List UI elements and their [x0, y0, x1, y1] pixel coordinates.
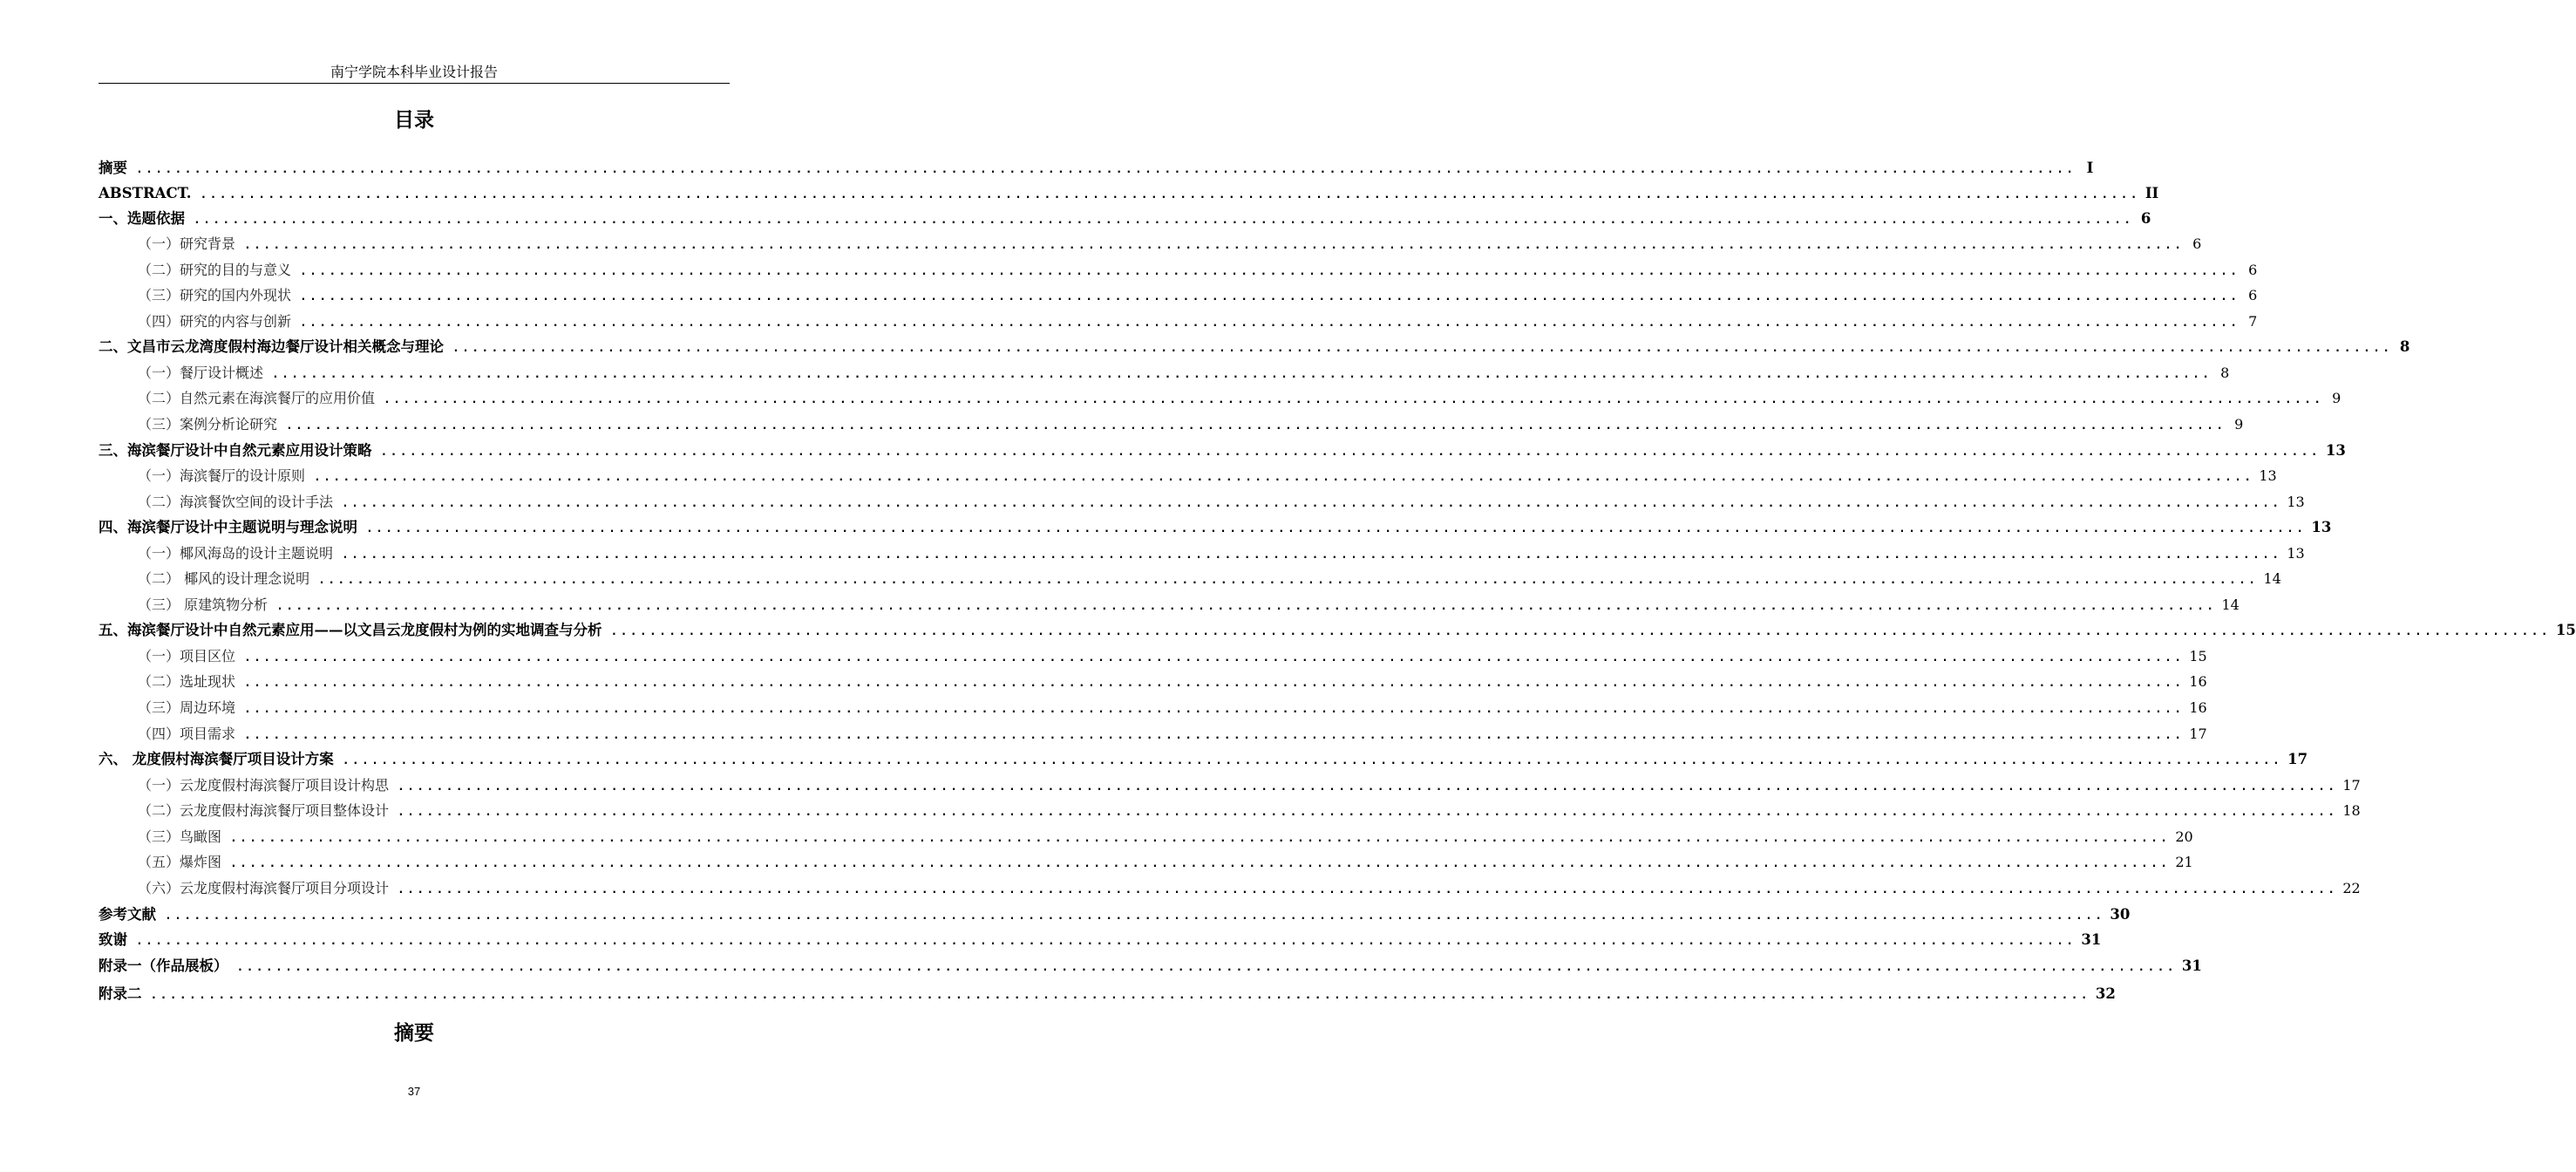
- toc-dot-leader: ........................................................................................................................................................................................................: [380, 446, 2321, 459]
- toc-entry[interactable]: [99, 879, 2361, 898]
- toc-entry-page: 7: [2248, 313, 2258, 330]
- toc-entry[interactable]: [99, 828, 2193, 847]
- toc-entry-page: 13: [2311, 519, 2332, 535]
- toc-entry-label: （五）爆炸图: [138, 854, 222, 870]
- toc-entry-label: （六）云龙度假村海滨餐厅项目分项设计: [138, 880, 390, 896]
- toc-entry-page: 6: [2248, 262, 2258, 278]
- toc-entry-label: （三）案例分析论研究: [138, 416, 278, 433]
- toc-entry-page: II: [2144, 185, 2159, 201]
- toc-entry-label: 附录一（作品展板）: [99, 957, 228, 974]
- toc-entry[interactable]: [99, 647, 2207, 666]
- toc-entry-label: 附录二: [99, 985, 142, 1002]
- toc-dot-leader: ........................................................................................................................................................................................................: [300, 290, 2240, 303]
- toc-entry-page: 8: [2399, 338, 2410, 355]
- toc-entry[interactable]: [99, 985, 2116, 1004]
- toc-dot-leader: ........................................................................................................................................................................................................: [398, 883, 2338, 896]
- toc-entry[interactable]: [99, 467, 2277, 486]
- toc-entry[interactable]: [99, 518, 2332, 537]
- toc-entry-label: 五、海滨餐厅设计中自然元素应用——以文昌云龙度假村为例的实地调查与分析: [99, 622, 602, 638]
- toc-entry-page: 6: [2140, 210, 2151, 227]
- toc-entry-page: 31: [2181, 957, 2202, 974]
- toc-dot-leader: ........................................................................................................................................................................................................: [165, 910, 2105, 923]
- toc-dot-leader: ........................................................................................................................................................................................................: [610, 625, 2551, 638]
- toc-entry-label: （四）研究的内容与创新: [138, 313, 292, 330]
- toc-entry[interactable]: [99, 698, 2207, 718]
- toc-entry-label: （三）研究的国内外现状: [138, 287, 292, 303]
- toc-entry-label: （四）项目需求: [138, 726, 236, 742]
- toc-entry-label: 参考文献: [99, 906, 156, 923]
- toc-dot-leader: ........................................................................................................................................................................................................: [272, 368, 2212, 381]
- toc-entry-label: 摘要: [99, 160, 127, 176]
- toc-dot-leader: ........................................................................................................................................................................................................: [236, 961, 2177, 974]
- toc-entry-page: 16: [2189, 699, 2207, 716]
- toc-dot-leader: ........................................................................................................................................................................................................: [398, 780, 2338, 794]
- toc-entry-page: 8: [2220, 365, 2230, 381]
- toc-entry[interactable]: [99, 930, 2102, 950]
- toc-entry-page: 31: [2081, 931, 2102, 948]
- running-header: 南宁学院本科毕业设计报告: [330, 64, 498, 80]
- toc-entry-label: 一、选题依据: [99, 210, 185, 227]
- toc-entry[interactable]: [99, 801, 2361, 821]
- toc-entry[interactable]: [99, 364, 2230, 383]
- toc-entry-page: 6: [2248, 287, 2258, 303]
- toc-dot-leader: ........................................................................................................................................................................................................: [452, 342, 2393, 355]
- toc-dot-leader: ........................................................................................................................................................................................................: [342, 754, 2283, 767]
- toc-dot-leader: ........................................................................................................................................................................................................: [244, 651, 2185, 664]
- toc-entry-label: （一）海滨餐厅的设计原则: [138, 467, 306, 484]
- toc-entry-page: 20: [2175, 828, 2193, 845]
- toc-entry-page: 15: [2189, 648, 2207, 664]
- toc-entry-page: 6: [2192, 235, 2202, 252]
- toc-entry[interactable]: [99, 621, 2576, 640]
- toc-entry-page: 14: [2221, 596, 2240, 613]
- toc-dot-leader: ........................................................................................................................................................................................................: [150, 989, 2090, 1002]
- toc-entry-page: 17: [2189, 726, 2207, 742]
- toc-entry-label: （二）研究的目的与意义: [138, 262, 292, 278]
- toc-dot-leader: ........................................................................................................................................................................................................: [342, 549, 2282, 562]
- toc-title: 目录: [394, 108, 434, 132]
- toc-entry[interactable]: [99, 441, 2346, 460]
- toc-entry-label: （一）项目区位: [138, 648, 236, 664]
- toc-entry-label: （二） 椰风的设计理念说明: [138, 570, 310, 587]
- toc-dot-leader: ........................................................................................................................................................................................................: [200, 188, 2140, 201]
- toc-dot-leader: ........................................................................................................................................................................................................: [398, 806, 2338, 819]
- toc-entry[interactable]: [99, 725, 2207, 744]
- toc-dot-leader: ........................................................................................................................................................................................................: [314, 471, 2254, 484]
- toc-dot-leader: ........................................................................................................................................................................................................: [300, 317, 2240, 330]
- toc-entry-page: 18: [2342, 802, 2361, 819]
- toc-entry[interactable]: [99, 544, 2305, 563]
- toc-dot-leader: ........................................................................................................................................................................................................: [244, 703, 2185, 716]
- toc-entry[interactable]: [99, 905, 2131, 924]
- toc-entry[interactable]: [99, 957, 2202, 976]
- toc-entry-label: 二、文昌市云龙湾度假村海边餐厅设计相关概念与理论: [99, 338, 444, 355]
- toc-entry-label: （一）研究背景: [138, 235, 236, 252]
- toc-entry[interactable]: [99, 569, 2281, 589]
- toc-dot-leader: ........................................................................................................................................................................................................: [230, 832, 2171, 845]
- toc-dot-leader: ........................................................................................................................................................................................................: [318, 574, 2259, 587]
- toc-entry[interactable]: [99, 493, 2305, 512]
- toc-entry-page: 22: [2342, 880, 2361, 896]
- toc-dot-leader: ........................................................................................................................................................................................................: [136, 163, 2076, 176]
- toc-entry[interactable]: [99, 415, 2244, 434]
- toc-entry[interactable]: [99, 312, 2258, 331]
- toc-entry[interactable]: [99, 286, 2258, 305]
- toc-entry-page: 21: [2175, 854, 2193, 870]
- toc-dot-leader: ........................................................................................................................................................................................................: [366, 522, 2307, 535]
- toc-entry-page: 16: [2189, 673, 2207, 690]
- toc-dot-leader: ........................................................................................................................................................................................................: [194, 214, 2134, 227]
- toc-entry-page: 9: [2332, 390, 2342, 406]
- toc-entry-label: 六、 龙度假村海滨餐厅项目设计方案: [99, 751, 334, 767]
- toc-entry-page: 14: [2263, 570, 2281, 587]
- toc-entry[interactable]: [99, 776, 2361, 795]
- toc-entry-label: （二）云龙度假村海滨餐厅项目整体设计: [138, 802, 390, 819]
- toc-entry[interactable]: [99, 337, 2410, 357]
- toc-entry-label: 致谢: [99, 931, 127, 948]
- toc-entry-label: （三）鸟瞰图: [138, 828, 222, 845]
- toc-entry-page: 15: [2555, 622, 2576, 638]
- toc-entry[interactable]: [99, 672, 2207, 692]
- toc-dot-leader: ........................................................................................................................................................................................................: [244, 239, 2185, 252]
- toc-dot-leader: ........................................................................................................................................................................................................: [230, 857, 2171, 870]
- toc-entry-label: ABSTRACT.: [99, 185, 192, 201]
- page-number: 37: [407, 1085, 421, 1098]
- toc-entry-page: 13: [2325, 442, 2346, 459]
- toc-entry-page: 13: [2259, 467, 2277, 484]
- toc-entry-page: I: [2086, 160, 2094, 176]
- toc-entry-page: 9: [2234, 416, 2244, 433]
- toc-dot-leader: ........................................................................................................................................................................................................: [136, 935, 2076, 948]
- toc-entry-label: （三）周边环境: [138, 699, 236, 716]
- toc-entry-page: 17: [2342, 777, 2361, 794]
- toc-entry[interactable]: [99, 853, 2193, 872]
- header-rule: [99, 83, 730, 84]
- toc-entry-label: （二）海滨餐饮空间的设计手法: [138, 494, 334, 510]
- toc-entry[interactable]: [99, 184, 2159, 203]
- toc-entry-page: 32: [2095, 985, 2116, 1002]
- toc-entry-label: （一）椰风海岛的设计主题说明: [138, 545, 334, 562]
- abstract-heading: 摘要: [394, 1021, 434, 1045]
- toc-dot-leader: ........................................................................................................................................................................................................: [244, 677, 2185, 690]
- toc-entry-page: 13: [2287, 494, 2305, 510]
- toc-entry-label: 四、海滨餐厅设计中主题说明与理念说明: [99, 519, 357, 535]
- toc-entry[interactable]: [99, 159, 2094, 178]
- toc-entry[interactable]: [99, 596, 2240, 615]
- toc-dot-leader: ........................................................................................................................................................................................................: [342, 497, 2282, 510]
- toc-entry-label: （一）餐厅设计概述: [138, 365, 264, 381]
- toc-entry-page: 30: [2110, 906, 2131, 923]
- toc-dot-leader: ........................................................................................................................................................................................................: [276, 600, 2217, 613]
- toc-entry-label: （二）选址现状: [138, 673, 236, 690]
- toc-dot-leader: ........................................................................................................................................................................................................: [244, 729, 2185, 742]
- toc-dot-leader: ........................................................................................................................................................................................................: [286, 419, 2226, 433]
- toc-entry-label: （三） 原建筑物分析: [138, 596, 268, 613]
- toc-dot-leader: ........................................................................................................................................................................................................: [384, 393, 2324, 406]
- toc-entry[interactable]: [99, 209, 2151, 228]
- toc-dot-leader: ........................................................................................................................................................................................................: [300, 265, 2240, 278]
- toc-entry[interactable]: [99, 261, 2258, 280]
- toc-entry[interactable]: [99, 235, 2202, 254]
- toc-entry-label: （一）云龙度假村海滨餐厅项目设计构思: [138, 777, 390, 794]
- toc-entry-label: 三、海滨餐厅设计中自然元素应用设计策略: [99, 442, 372, 459]
- toc-entry-label: （二）自然元素在海滨餐厅的应用价值: [138, 390, 376, 406]
- toc-entry[interactable]: [99, 389, 2342, 408]
- toc-entry-page: 17: [2287, 751, 2308, 767]
- toc-entry[interactable]: [99, 750, 2308, 769]
- toc-entry-page: 13: [2287, 545, 2305, 562]
